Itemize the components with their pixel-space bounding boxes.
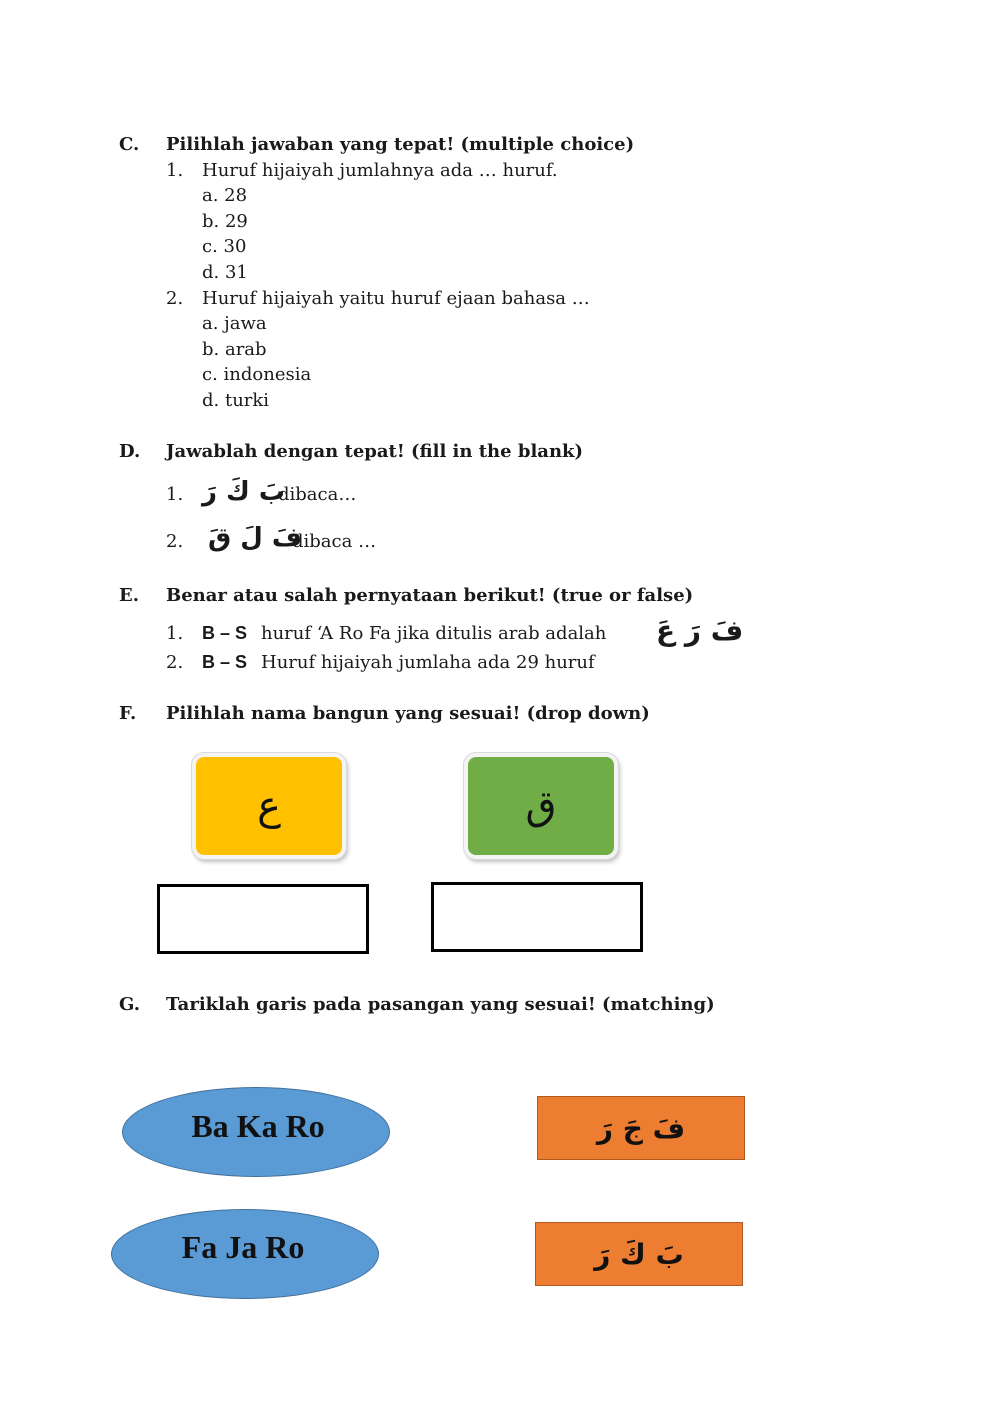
match-left-item-2-label: Fa Ja Ro [181, 1228, 305, 1265]
option-c1-c[interactable]: c. 30 [202, 236, 247, 257]
question-e1-text: huruf ‘A Ro Fa jika ditulis arab adalah [261, 623, 607, 644]
question-e1-arabic: فَ رَ عَ [656, 613, 744, 647]
question-d1-arabic: بَ كَ رَ [202, 477, 286, 507]
true-false-toggle-e2[interactable]: B – S [202, 652, 248, 672]
question-d2-number: 2. [166, 531, 184, 552]
true-false-toggle-e1[interactable]: B – S [202, 623, 248, 643]
option-c2-d[interactable]: d. turki [202, 390, 270, 411]
match-left-item-2[interactable] [111, 1209, 379, 1299]
dropdown-answer-2[interactable] [431, 882, 643, 952]
match-right-item-1[interactable] [537, 1096, 745, 1160]
question-d2-arabic: فَ لَ قَ [208, 523, 303, 553]
question-c1-text: Huruf hijaiyah jumlahnya ada … huruf. [202, 160, 558, 181]
match-right-item-1-label: فَ جَ رَ [596, 1111, 686, 1145]
section-c-title: Pilihlah jawaban yang tepat! (multiple choice) [166, 134, 635, 155]
match-left-item-1-label: Ba Ka Ro [191, 1107, 325, 1144]
option-c2-a[interactable]: a. jawa [202, 313, 267, 334]
section-f-letter: F. [119, 703, 137, 724]
section-d-title: Jawablah dengan tepat! (fill in the blank) [166, 441, 584, 462]
question-d1-number: 1. [166, 484, 184, 505]
dropdown-answer-1[interactable] [157, 884, 369, 954]
option-c1-b[interactable]: b. 29 [202, 211, 248, 232]
match-right-item-2[interactable] [535, 1222, 743, 1286]
match-right-item-2-label: بَ كَ رَ [594, 1237, 684, 1271]
letter-tile-qaf [464, 753, 618, 859]
option-c2-c[interactable]: c. indonesia [202, 364, 312, 385]
section-c-letter: C. [119, 134, 140, 155]
question-e1-number: 1. [166, 623, 184, 644]
question-e2-number: 2. [166, 652, 184, 673]
section-e-title: Benar atau salah pernyataan berikut! (true or false) [166, 585, 694, 606]
option-c1-d[interactable]: d. 31 [202, 262, 248, 283]
section-e-letter: E. [119, 585, 139, 606]
section-d-letter: D. [119, 441, 141, 462]
letter-tile-qaf-glyph: ق [525, 783, 557, 829]
match-left-item-1[interactable] [122, 1087, 390, 1177]
question-c2-text: Huruf hijaiyah yaitu huruf ejaan bahasa … [202, 288, 590, 309]
letter-tile-ain [192, 753, 346, 859]
question-d2-text: dibaca … [292, 531, 377, 552]
section-g-letter: G. [119, 994, 140, 1015]
question-c2-number: 2. [166, 288, 184, 309]
question-d1-text: dibaca… [278, 484, 357, 505]
section-f-title: Pilihlah nama bangun yang sesuai! (drop down) [166, 703, 650, 724]
question-e2-text: Huruf hijaiyah jumlaha ada 29 huruf [261, 652, 595, 673]
section-g-title: Tariklah garis pada pasangan yang sesuai! (matching) [166, 994, 715, 1015]
letter-tile-ain-glyph: ع [257, 783, 281, 829]
question-c1-number: 1. [166, 160, 184, 181]
option-c2-b[interactable]: b. arab [202, 339, 267, 360]
option-c1-a[interactable]: a. 28 [202, 185, 248, 206]
